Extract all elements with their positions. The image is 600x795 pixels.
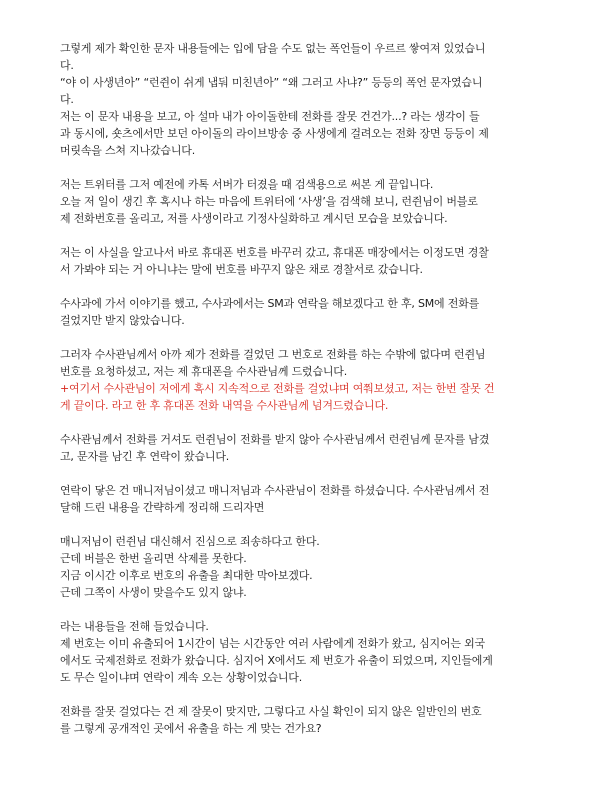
text-line: 다. — [60, 93, 74, 106]
paragraph-gap — [60, 465, 550, 482]
paragraph — [60, 431, 550, 465]
text-line: 달해 드린 내용을 간략하게 정리해 드리자면 — [60, 501, 265, 514]
text-line: 저는 트위터를 그저 예전에 카톡 서버가 터졌을 때 검색용으로 써본 게 끝입니다. — [60, 178, 434, 191]
paragraph-gap — [60, 601, 550, 618]
text-line: 근데 그쪽이 사생이 맞을수도 있지 않냐. — [60, 586, 247, 599]
text-line: 전화를 잘못 걸었다는 건 제 잘못이 맞지만, 그렇다고 사실 확인이 되지 않은 일반인의 번호 — [60, 705, 482, 718]
text-line: 제 번호는 이미 유출되어 1시간이 넘는 시간동안 여러 사람에게 전화가 왔고, 심지어는 외국 — [60, 637, 485, 650]
highlighted-note-line: 게 끝이다. 라고 한 후 휴대폰 전화 내역을 수사관님께 넘겨드렸습니다. — [60, 399, 389, 412]
paragraph-gap — [60, 686, 550, 703]
paragraph — [60, 176, 550, 227]
paragraph — [60, 533, 550, 601]
paragraph — [60, 703, 550, 737]
text-line: 를 그렇게 공개적인 곳에서 유출을 하는 게 맞는 건가요? — [60, 722, 322, 735]
text-line: 오늘 저 일이 생긴 후 혹시나 하는 마음에 트위터에 ‘사생’을 검색해 보니, 런쥔님이 버블로 — [60, 195, 478, 208]
text-line: 지금 이시간 이후로 번호의 유출을 최대한 막아보겠다. — [60, 569, 313, 582]
paragraph — [60, 40, 550, 159]
text-line: 제 전화번호를 올리고, 저를 사생이라고 기정사실화하고 계시던 모습을 보았습니다. — [60, 212, 448, 225]
text-line: 고, 문자를 남긴 후 연락이 왔습니다. — [60, 450, 230, 463]
text-line: 다. — [60, 59, 74, 72]
paragraph-gap — [60, 516, 550, 533]
text-line: 에서도 국제전화로 전화가 왔습니다. 심지어 X에서도 제 번호가 유출이 되었으며, 지인들에게 — [60, 654, 493, 667]
text-line: 저는 이 문자 내용을 보고, 아 설마 내가 아이돌한테 전화를 잘못 건건가...? 라는 생각이 들 — [60, 110, 480, 123]
paragraph — [60, 482, 550, 516]
highlighted-note-line: +여기서 수사관님이 저에게 혹시 지속적으로 전화를 걸었냐며 여쭤보셨고, 저는 한번 잘못 건 — [60, 382, 495, 395]
document-body — [60, 40, 550, 737]
paragraph-gap — [60, 278, 550, 295]
text-line: 과 동시에, 숏츠에서만 보던 아이돌의 라이브방송 중 사생에게 걸려오는 전화 장면 등등이 제 — [60, 127, 489, 140]
text-line: 그렇게 제가 확인한 문자 내용들에는 입에 담을 수도 없는 폭언들이 우르르 쌓여져 있었습니 — [60, 42, 486, 55]
paragraph — [60, 244, 550, 278]
text-line: 연락이 닿은 건 매니저님이셨고 매니저님과 수사관님이 전화를 하셨습니다. 수사관님께서 전 — [60, 484, 490, 497]
text-line: 매니저님이 런쥔님 대신해서 진심으로 죄송하다고 한다. — [60, 535, 320, 548]
text-line: 도 무슨 일이냐며 연락이 계속 오는 상황이었습니다. — [60, 671, 303, 684]
paragraph-gap — [60, 159, 550, 176]
paragraph-gap — [60, 414, 550, 431]
text-line: 그러자 수사관님께서 아까 제가 전화를 걸었던 그 번호로 전화를 하는 수밖에 없다며 런쥔님 — [60, 348, 486, 361]
text-line: “야 이 사생년아” “런쥔이 쉬게 냅둬 미친년아” “왜 그러고 사냐?” 등등의 폭언 문자였습니 — [60, 76, 483, 89]
paragraph-gap — [60, 329, 550, 346]
text-line: 저는 이 사실을 알고나서 바로 휴대폰 번호를 바꾸러 갔고, 휴대폰 매장에서는 이정도면 경찰 — [60, 246, 489, 259]
text-line: 번호를 요청하셨고, 저는 제 휴대폰을 수사관님께 드렸습니다. — [60, 365, 348, 378]
text-line: 서 가봐야 되는 거 아니냐는 말에 번호를 바꾸지 않은 채로 경찰서로 갔습니다. — [60, 263, 423, 276]
paragraph — [60, 346, 550, 414]
paragraph — [60, 295, 550, 329]
text-line: 수사관님께서 전화를 거셔도 런쥔님이 전화를 받지 않아 수사관님께서 런쥔님께 문자를 남겼 — [60, 433, 490, 446]
text-line: 수사과에 가서 이야기를 했고, 수사과에서는 SM과 연락을 해보겠다고 한 후, SM에 전화를 — [60, 297, 480, 310]
text-line: 머릿속을 스쳐 지나갔습니다. — [60, 144, 196, 157]
paragraph — [60, 618, 550, 686]
text-line: 라는 내용들을 전해 들었습니다. — [60, 620, 209, 633]
text-line: 걸었지만 받지 않았습니다. — [60, 314, 185, 327]
text-line: 근데 버블은 한번 올리면 삭제를 못한다. — [60, 552, 247, 565]
paragraph-gap — [60, 227, 550, 244]
